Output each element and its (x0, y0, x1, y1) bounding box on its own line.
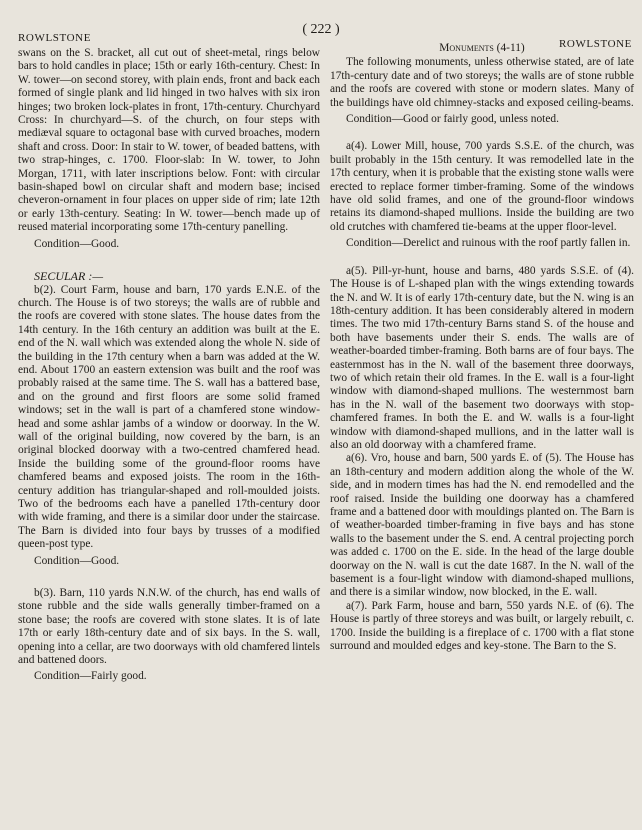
monuments-intro: The following monuments, unless otherwise stated, are of late 17th-century date and of two storeys; the walls are of stone rubble and the roofs are covered with stone or modern slates. Many of the buildings have old chimney-stacks and exposed ceiling-beams. (330, 56, 634, 109)
page-number: ( 222 ) (302, 22, 340, 37)
condition-note: Condition—Derelict and ruinous with the roof partly fallen in. (346, 237, 631, 250)
monument-barn: b(3). Barn, 110 yards N.N.W. of the church, has end walls of stone rubble and the side walls generally timber-framed on a stone base; the roofs are covered with stone slates. It is of late 17th or early 18th-century date and of six bays. In the S. wall, opening into a cellar, are two doorways with old chamfered lintels and battened doors. (18, 587, 320, 667)
condition-note: Condition—Good. (34, 237, 120, 250)
monument-park-farm: a(7). Park Farm, house and barn, 550 yards N.E. of (6). The House is partly of three storeys and was built, or largely rebuilt, c. 1700. Inside the building is a fireplace of c. 1700 with a flat stone surround and moulded edges and key-stone. The Barn to the S. (330, 599, 634, 653)
monument-lower-mill: a(4). Lower Mill, house, 700 yards S.S.E. of the church, was built probably in the 15th century. It was remodelled late in the 17th century, when it is probable that the existing stone walls were erected to replace former timber-framing. Some of the windows have old solid frames, and one of the ground-floor windows retains its diamond-shaped mullions. Inside the building are two old crutches with chamfered tie-beams at the upper floor-level. (330, 140, 634, 233)
monument-pill-yr-hunt: a(5). Pill-yr-hunt, house and barns, 480 yards S.S.E. of (4). The House is of L-shaped plan with the wings extending towards the N. and W. It is of early 17th-century date, but the N. wing is an 18th-century addition. It has been considerably altered in modern times. The two mid 17th-century Barns stand S. of the house and both have basements under their S. ends. The walls are of weather-boarded timber-framing. Both barns are of four bays. The easternmost has in the N. wall of the basement three doorways, two of which retain their old frames. In the E. wall is a four-light window with diamond-shaped mullions. The westernmost barn has in the N. wall of the basement two doorways with stop-chamfered frames. In both the E. and W. walls is a four-light window with diamond-shaped mullions, and in the latter wall is also an old doorway with a chamfered frame. (330, 264, 634, 451)
condition-note: Condition—Good. (34, 554, 120, 567)
right-column (330, 42, 634, 653)
secular-heading: SECULAR :— (34, 269, 103, 284)
left-column (18, 47, 320, 684)
monument-vro: a(6). Vro, house and barn, 500 yards E. of (5). The House has an 18th-century and modern addition along the whole of the W. side, and in modern times has had the N. end remodelled and the roof raised. Inside the building one doorway has a chamfered frame and a battened door with mouldings planted on. The Barn is of weather-boarded timber-framing in five bays and has stone walls to the basement under the S. end. A central projecting porch was added c. 1700 on the E. side. In the head of the large double doorway on the N. wall is cut the date 1687. In the N. wall of the basement is a four-light window with diamond-shaped mullions, and there is a similar window, now blocked, in the E. wall. (330, 452, 634, 599)
condition-note: Condition—Good or fairly good, unless noted. (346, 113, 559, 126)
monuments-heading: Monuments (4-11) (439, 42, 525, 54)
running-head-right: ROWLSTONE (558, 38, 632, 50)
church-fittings-paragraph: swans on the S. bracket, all cut out of sheet-metal, rings below bars to hold candles in place; 15th or early 16th-century. Chest: In W. tower—on second storey, with plain ends, front and back each formed of single plank and lid hinged in two halves with six iron hinges; two broken lock-plates in front, 17th-century. Churchyard Cross: In churchyard—S. of the church, on four steps with mediæval square to octagonal base with curved broaches, modern shaft and cross. Door: In stair to W. tower, of beaded battens, with two strap-hinges, c. 1700. Floor-slab: In W. tower, to John Morgan, 1711, with later inscriptions below. Font: with circular basin-shaped bowl on circular shaft and modern base; incised cheveron-ornament in four places on upper side of rim; late 12th or early 13th-century. Seating: In W. tower—bench made up of reused material incorporating some 17th-century panelling. (18, 47, 320, 234)
running-head-left: ROWLSTONE (18, 32, 92, 44)
monument-court-farm: b(2). Court Farm, house and barn, 170 yards E.N.E. of the church. The House is of two storeys; the walls are of rubble and the roofs are covered with stone slates. The house dates from the 14th century. In the 16th century an addition was built at the E. end of the N. wall which was extended along the whole N. side of the building in the 17th century when a barn was added at the W. end. About 1700 an eastern extension was built and the roof was probably raised at the same time. The S. wall has a battered base, and on the ground and first floors are some solid framed windows; set in the wall is part of a chamfered stone window-head and some ashlar jambs of a window or doorway. In the W. wall of the original building, now covered by the barn, is an original blocked doorway with a two-centred chamfered head. Inside the building some of the ground-floor rooms have chamfered beams and exposed joists. The room in the 16th-century addition has triangular-shaped and roll-moulded joists. Two of the bedrooms each have a panelled 17th-century door with wide framing, and there is a similar door under the staircase. The Barn is divided into four bays by trusses of a modified queen-post type. (18, 283, 320, 551)
condition-note: Condition—Fairly good. (34, 670, 147, 683)
